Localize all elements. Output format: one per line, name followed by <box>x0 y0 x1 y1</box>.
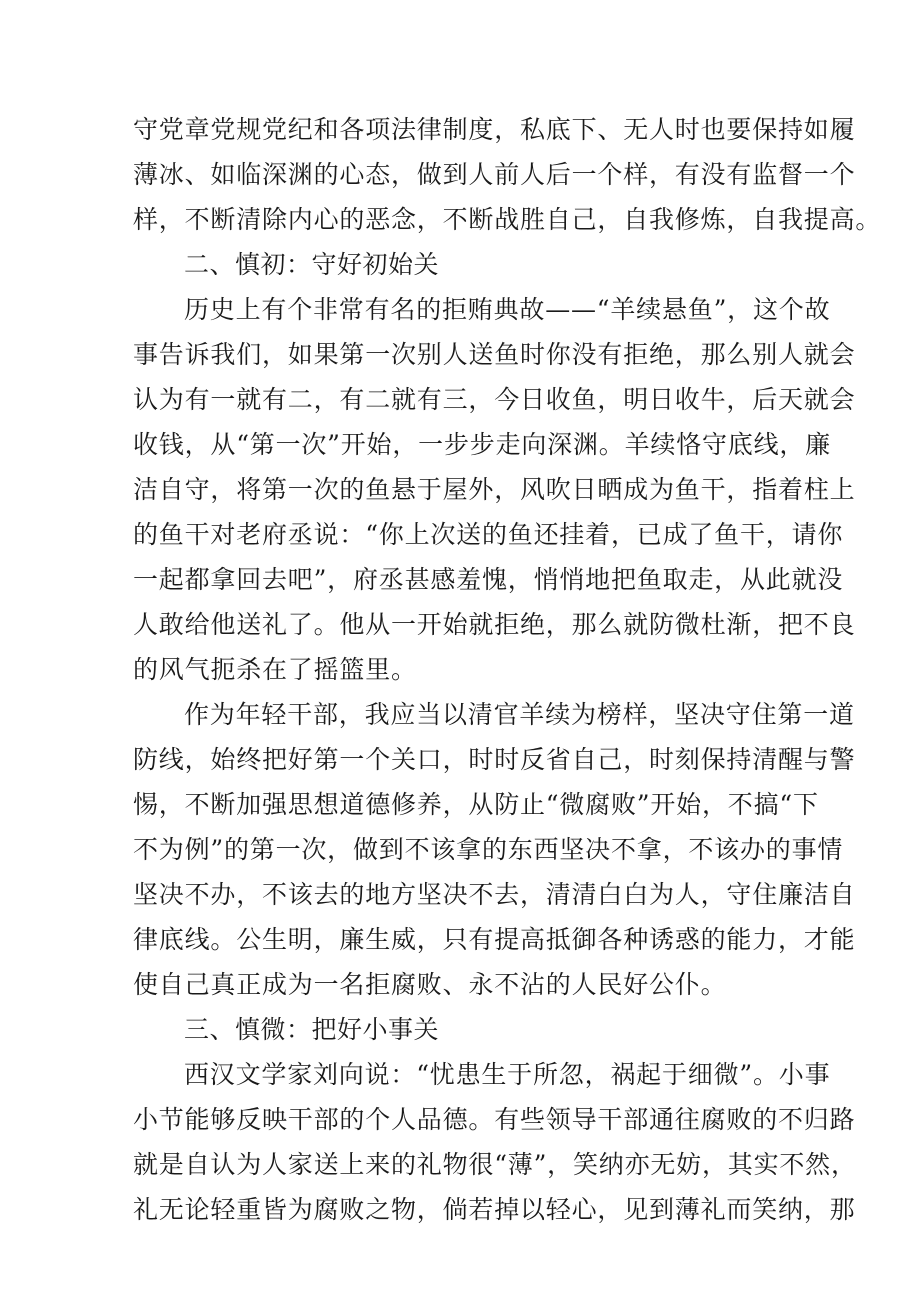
section-heading: 二、慎初：守好初始关 <box>184 250 440 279</box>
text-line: 事告诉我们，如果第一次别人送鱼时你没有拒绝，那么别人就会 <box>133 340 856 369</box>
text-line: 就是自认为人家送上来的礼物很“薄”，笑纳亦无妨，其实不然， <box>133 1150 857 1179</box>
text-line: 不为例”的第一次，做到不该拿的东西坚决不拿，不该办的事情 <box>133 835 844 864</box>
text-line: 律底线。公生明，廉生威，只有提高抵御各种诱惑的能力，才能 <box>133 925 856 954</box>
text-line: 礼无论轻重皆为腐败之物，倘若掉以轻心，见到薄礼而笑纳，那 <box>133 1195 856 1224</box>
text-line: 守党章党规党纪和各项法律制度，私底下、无人时也要保持如履 <box>133 115 856 144</box>
text-line: 惕，不断加强思想道德修养，从防止“微腐败”开始，不搞“下 <box>133 790 819 819</box>
section-heading: 三、慎微：把好小事关 <box>184 1015 440 1044</box>
text-line: 收钱，从“第一次”开始，一步步走向深渊。羊续恪守底线，廉 <box>133 430 831 459</box>
paragraph-first-line: 西汉文学家刘向说：“忧患生于所忽，祸起于细微”。小事 <box>184 1060 831 1089</box>
text-line: 样，不断清除内心的恶念，不断战胜自己，自我修炼，自我提高。 <box>133 205 882 234</box>
text-line: 认为有一就有二，有二就有三，今日收鱼，明日收牛，后天就会 <box>133 385 856 414</box>
text-line: 人敢给他送礼了。他从一开始就拒绝，那么就防微杜渐，把不良 <box>133 610 856 639</box>
text-line: 使自己真正成为一名拒腐败、永不沾的人民好公仆。 <box>133 970 727 999</box>
text-line: 防线，始终把好第一个关口，时时反省自己，时刻保持清醒与警 <box>133 745 856 774</box>
paragraph-first-line: 作为年轻干部，我应当以清官羊续为榜样，坚决守住第一道 <box>184 700 855 729</box>
text-line: 的风气扼杀在了摇篮里。 <box>133 655 417 684</box>
text-line: 洁自守，将第一次的鱼悬于屋外，风吹日晒成为鱼干，指着柱上 <box>133 475 856 504</box>
text-line: 薄冰、如临深渊的心态，做到人前人后一个样，有没有监督一个 <box>133 160 856 189</box>
text-line: 小节能够反映干部的个人品德。有些领导干部通往腐败的不归路 <box>133 1105 856 1134</box>
text-line: 坚决不办，不该去的地方坚决不去，清清白白为人，守住廉洁自 <box>133 880 856 909</box>
text-line: 一起都拿回去吧”，府丞甚感羞愧，悄悄地把鱼取走，从此就没 <box>133 565 844 594</box>
paragraph-first-line: 历史上有个非常有名的拒贿典故——“羊续悬鱼”，这个故 <box>184 295 831 324</box>
text-line: 的鱼干对老府丞说：“你上次送的鱼还挂着，已成了鱼干，请你 <box>133 520 844 549</box>
